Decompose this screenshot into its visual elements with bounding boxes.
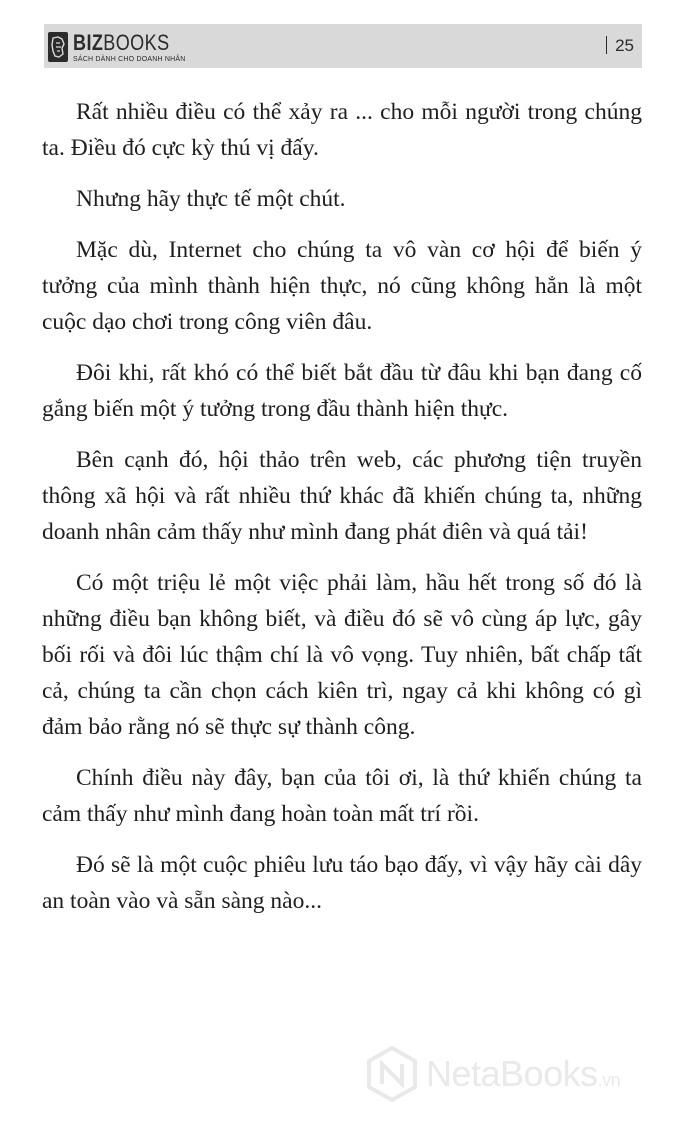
paragraph-7: Chính điều này đây, bạn của tôi ơi, là thứ khiến chúng ta cảm thấy như mình đang hoàn toàn mất trí rồi. (42, 765, 642, 827)
page-number-value: 25 (615, 36, 634, 55)
netabooks-watermark (366, 1046, 620, 1102)
body-text (42, 94, 642, 934)
page-number (606, 36, 634, 56)
paragraph-1: Rất nhiều điều có thể xảy ra ... cho mỗi người trong chúng ta. Điều đó cực kỳ thú vị đấy. (42, 99, 642, 161)
watermark-text: NetaBooks.vn (426, 1053, 621, 1094)
lion-emblem-icon (48, 32, 68, 62)
page-number-separator (606, 36, 608, 54)
paragraph-3: Mặc dù, Internet cho chúng ta vô vàn cơ hội để biến ý tưởng của mình thành hiện thực, nó cũng không hẳn là một cuộc dạo chơi trong công viên đâu. (42, 237, 642, 335)
bizbooks-logo (48, 28, 191, 66)
paragraph-4: Đôi khi, rất khó có thể biết bắt đầu từ đâu khi bạn đang cố gắng biến một ý tưởng trong đầu thành hiện thực. (42, 360, 642, 422)
paragraph-6: Có một triệu lẻ một việc phải làm, hầu hết trong số đó là những điều bạn không biết, và điều đó sẽ vô cùng áp lực, gây bối rối và đôi lúc thậm chí là vô vọng. Tuy nhiên, bất chấp tất cả, chúng ta cần chọn cách kiên trì, ngay cả khi không có gì đảm bảo rằng nó sẽ thực sự thành công. (42, 570, 642, 740)
netabooks-logo-icon (366, 1046, 418, 1102)
brand-name: BIZBOOKS (73, 29, 170, 55)
brand-tagline: SÁCH DÀNH CHO DOANH NHÂN (73, 55, 186, 63)
paragraph-2: Nhưng hãy thực tế một chút. (76, 186, 346, 212)
paragraph-8: Đó sẽ là một cuộc phiêu lưu táo bạo đấy, vì vậy hãy cài dây an toàn vào và sẵn sàng nào... (42, 852, 642, 914)
paragraph-5: Bên cạnh đó, hội thảo trên web, các phương tiện truyền thông xã hội và rất nhiều thứ khác đã khiến chúng ta, những doanh nhân cảm thấy như mình đang phát điên và quá tải! (42, 447, 642, 545)
